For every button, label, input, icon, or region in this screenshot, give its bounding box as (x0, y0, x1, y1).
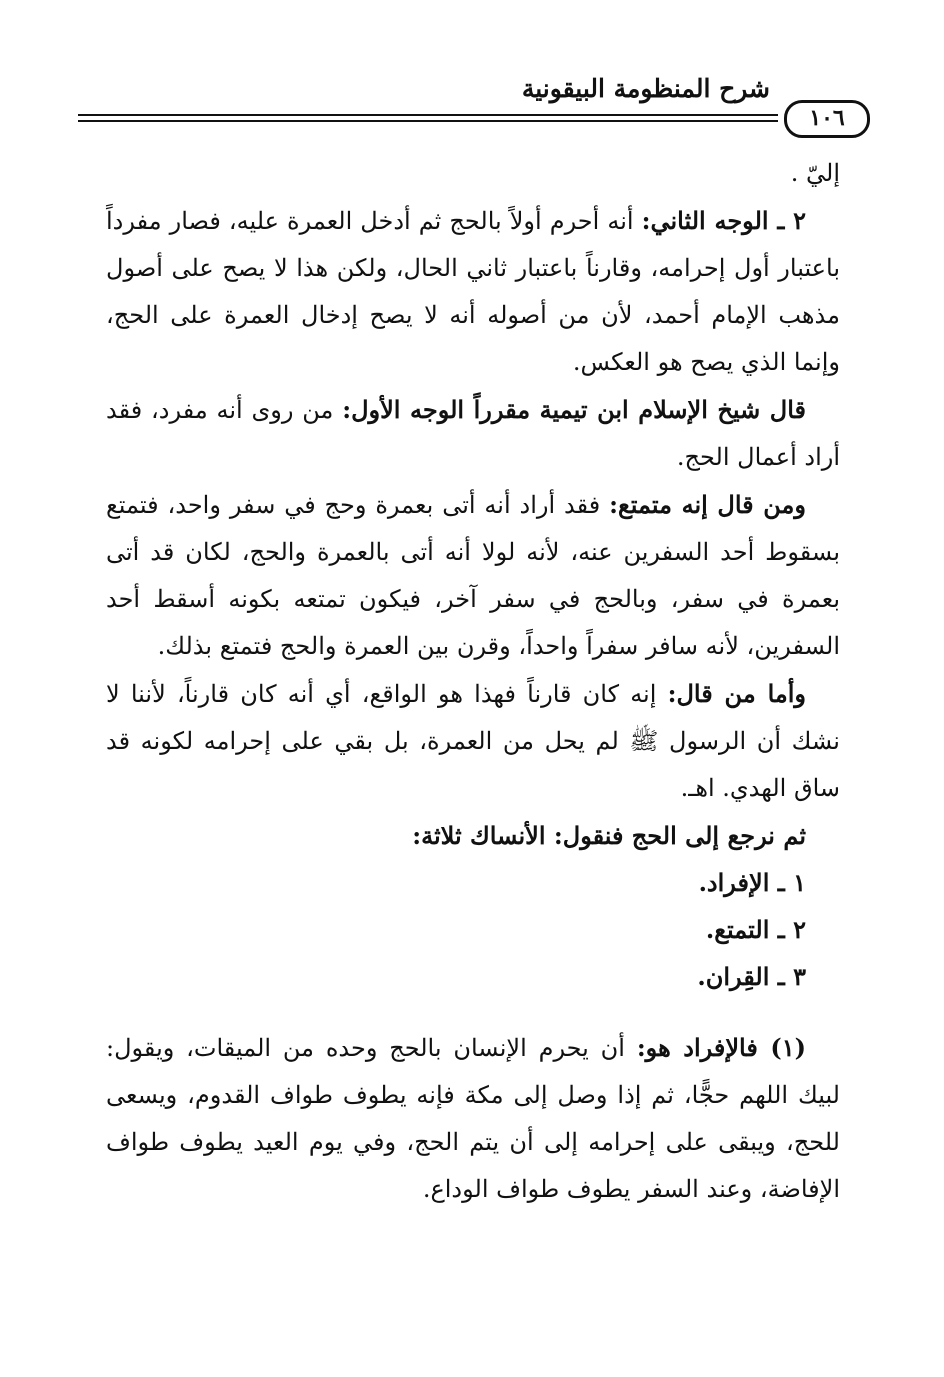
paragraph-second-view (106, 197, 840, 386)
paragraph-ibn-taymiyyah (106, 386, 840, 481)
paragraph-ifrad-definition (106, 1024, 840, 1213)
paragraph-qiran (106, 670, 840, 812)
ibn-taymiyyah-label: قال شيخ الإسلام ابن تيمية مقرراً الوجه الأول: (342, 395, 806, 424)
nusuk-intro: ثم نرجع إلى الحج فنقول: الأنساك ثلاثة: (412, 821, 806, 850)
page-header (70, 60, 874, 130)
nusuk-qiran: ٣ ـ القِران. (697, 962, 806, 991)
ibn-taymiyyah-text: من روى أنه مفرد، فقد أراد أعمال الحج. (106, 396, 840, 471)
tamattu-text: فقد أراد أنه أتى بعمرة وحج في سفر واحد، فتمتع بسقوط أحد السفرين عنه، لأنه لولا أنه أتى بالعمرة والحج، لكان قد أتى بعمرة في سفر، وبالحج في سفر آخر، فيكون تمتعه بكونه أسقط أحد السفرين، لأنه سافر سفراً واحداً، وقرن بين العمرة والحج فتمتع بذلك. (106, 491, 840, 660)
ifrad-definition-label: (١) فالإفراد هو: (636, 1033, 806, 1062)
continuation-line (106, 150, 840, 197)
paragraph-tamattu (106, 481, 840, 670)
running-title: شرح المنظومة البيقونية (521, 74, 770, 103)
continuation-text: إليّ . (790, 159, 840, 187)
tamattu-label: ومن قال إنه متمتع: (609, 490, 806, 519)
page-number: ١٠٦ (784, 100, 870, 138)
ifrad-definition-text: أن يحرم الإنسان بالحج وحده من الميقات، ويقول: لبيك اللهم حجًّا، ثم إذا وصل إلى مكة فإنه يطوف طواف القدوم، ويسعى للحج، ويبقى على إحرامه إلى أن يتم الحج، وفي يوم العيد يطوف طواف الإفاضة، وعند السفر يطوف طواف الوداع. (106, 1034, 840, 1203)
second-view-label: ٢ ـ الوجه الثاني: (641, 206, 806, 235)
qiran-text: إنه كان قارناً فهذا هو الواقع، أي أنه كان قارناً، لأننا لا نشك أن الرسول ﷺ لم يحل من العمرة، بل بقي على إحرامه لكونه قد ساق الهدي. اهـ. (106, 680, 840, 802)
header-rule (78, 114, 778, 122)
nusuk-ifrad: ١ ـ الإفراد. (698, 868, 806, 897)
second-view-text: أنه أحرم أولاً بالحج ثم أدخل العمرة عليه، فصار مفرداً باعتبار أول إحرامه، وقارناً باعتبار ثاني الحال، ولكن هذا لا يصح على أصول مذهب الإمام أحمد، لأن من أصوله أنه لا يصح إدخال العمرة على الحج، وإنما الذي يصح هو العكس. (106, 207, 840, 376)
main-text (106, 150, 840, 1213)
nusuk-list (106, 859, 840, 1000)
nusuk-tamattu: ٢ ـ التمتع. (705, 915, 806, 944)
qiran-label: وأما من قال: (667, 679, 806, 708)
